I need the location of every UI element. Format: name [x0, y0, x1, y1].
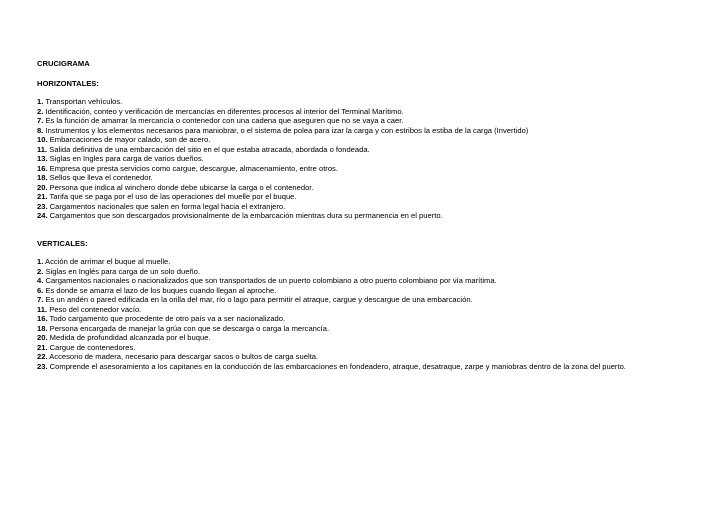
clue-number: 4.	[37, 276, 44, 285]
clue-text: Tarifa que se paga por el uso de las operaciones del muelle por el buque.	[47, 192, 297, 201]
clue-item	[37, 324, 697, 334]
clue-item	[37, 257, 697, 267]
clue-text: Accesorio de madera, necesario para descargar sacos o bultos de carga suelta.	[47, 352, 319, 361]
clue-number: 16.	[37, 314, 48, 323]
clue-number: 11.	[37, 144, 48, 154]
clue-number: 1.	[37, 257, 44, 266]
clue-number: 23.	[37, 201, 48, 211]
clue-item	[37, 202, 697, 212]
clue-text: Persona que indica al winchero donde debe ubicarse la carga o el contenedor.	[47, 182, 314, 192]
clue-number: 16.	[37, 163, 48, 173]
clue-text: Es la función de amarrar la mercancía o contenedor con una cadena que aseguren que no se vaya a caer.	[43, 116, 404, 125]
clue-number: 10.	[37, 135, 48, 144]
clue-item	[37, 362, 697, 372]
clue-number: 24.	[37, 211, 48, 220]
clue-text: Cargamentos nacionales o nacionalizados que son transportados de un puerto colombiano a otro puerto colombiano por vía marítima.	[43, 276, 497, 285]
section-spacer	[37, 221, 697, 239]
clue-item	[37, 192, 697, 202]
clue-text: Instrumentos y los elementos necesarios para maniobrar, o el sistema de polea para izar la carga y con estribos la estiba de la carga (Invertido)	[43, 125, 529, 135]
clue-text: Siglas en Ingles para carga de varios dueños.	[47, 154, 204, 163]
clue-number: 7.	[37, 295, 44, 304]
vertical-heading: VERTICALES:	[37, 238, 88, 248]
clue-text: Cargamentos que son descargados provisionalmente de la embarcación mientras dura su permanencia en el puerto.	[47, 211, 443, 220]
clue-number: 20.	[37, 333, 48, 342]
document-page	[37, 59, 697, 371]
clue-item	[37, 267, 697, 277]
clue-text: Peso del contenedor vacío.	[47, 304, 142, 314]
clue-item	[37, 116, 697, 126]
clue-text: Transportan vehículos.	[43, 97, 123, 106]
clue-text: Identificación, conteo y verificación de mercancías en diferentes procesos al interior del Terminal Marítimo.	[43, 106, 404, 116]
document-title: CRUCIGRAMA	[37, 59, 90, 68]
clue-number: 13.	[37, 154, 48, 163]
clue-number: 22.	[37, 352, 48, 361]
horizontal-heading: HORIZONTALES:	[37, 78, 99, 88]
clue-item	[37, 183, 697, 193]
clue-number: 11.	[37, 304, 48, 314]
clue-item	[37, 164, 697, 174]
clue-item	[37, 97, 697, 107]
clue-item	[37, 286, 697, 296]
clue-item	[37, 154, 697, 164]
clue-item	[37, 276, 697, 286]
clue-item	[37, 314, 697, 324]
clue-item	[37, 126, 697, 136]
clue-number: 8.	[37, 125, 44, 135]
clue-text: Acción de arrimar el buque al muelle.	[43, 257, 171, 266]
clue-item	[37, 295, 697, 305]
clue-text: Todo cargamento que procedente de otro país va a ser nacionalizado.	[47, 314, 286, 323]
clue-number: 21.	[37, 342, 48, 352]
vertical-clue-list	[37, 257, 697, 371]
clue-item	[37, 145, 697, 155]
clue-text: Es un andén o pared edificada en la orilla del mar, río o lago para permitir el atraque, cargue y descargue de una embarcación.	[43, 295, 473, 304]
clue-item	[37, 343, 697, 353]
clue-text: Medida de profundidad alcanzada por el buque.	[47, 333, 211, 342]
clue-text: Comprende el asesoramiento a los capitanes en la conducción de las embarcaciones en fondeadero, atraque, desatraque, zarpe y maniobras dentro de la zona del puerto.	[47, 361, 626, 371]
clue-text: Siglas en Inglés para carga de un solo dueño.	[43, 266, 200, 276]
clue-number: 18.	[37, 173, 48, 182]
clue-item	[37, 333, 697, 343]
clue-item	[37, 211, 697, 221]
clue-text: Embarcaciones de mayor calado, son de acero.	[47, 135, 211, 144]
clue-item	[37, 305, 697, 315]
clue-number: 6.	[37, 285, 44, 295]
horizontal-clue-list	[37, 97, 697, 221]
clue-text: Persona encargada de manejar la grúa con que se descarga o carga la mercancía.	[47, 323, 330, 333]
clue-text: Cargue de contenedores.	[47, 342, 136, 352]
clue-item	[37, 107, 697, 117]
clue-number: 2.	[37, 106, 44, 116]
clue-number: 23.	[37, 361, 48, 371]
clue-number: 20.	[37, 182, 48, 192]
clue-text: Sellos que lleva el contenedor.	[47, 173, 153, 182]
clue-number: 1.	[37, 97, 44, 106]
clue-text: Cargamentos nacionales que salen en forma legal hacia el extranjero.	[47, 201, 286, 211]
clue-item	[37, 352, 697, 362]
clue-number: 21.	[37, 192, 48, 201]
clue-number: 18.	[37, 323, 48, 333]
clue-number: 2.	[37, 266, 44, 276]
clue-item	[37, 173, 697, 183]
clue-item	[37, 135, 697, 145]
clue-text: Empresa que presta servicios como cargue, descargue, almacenamiento, entre otros.	[47, 163, 338, 173]
clue-number: 7.	[37, 116, 44, 125]
clue-text: Salida definitiva de una embarcación del sitio en el que estaba atracada, abordada o fondeada.	[47, 144, 370, 154]
clue-text: Es donde se amarra el lazo de los buques cuando llegan al aproche.	[43, 285, 277, 295]
